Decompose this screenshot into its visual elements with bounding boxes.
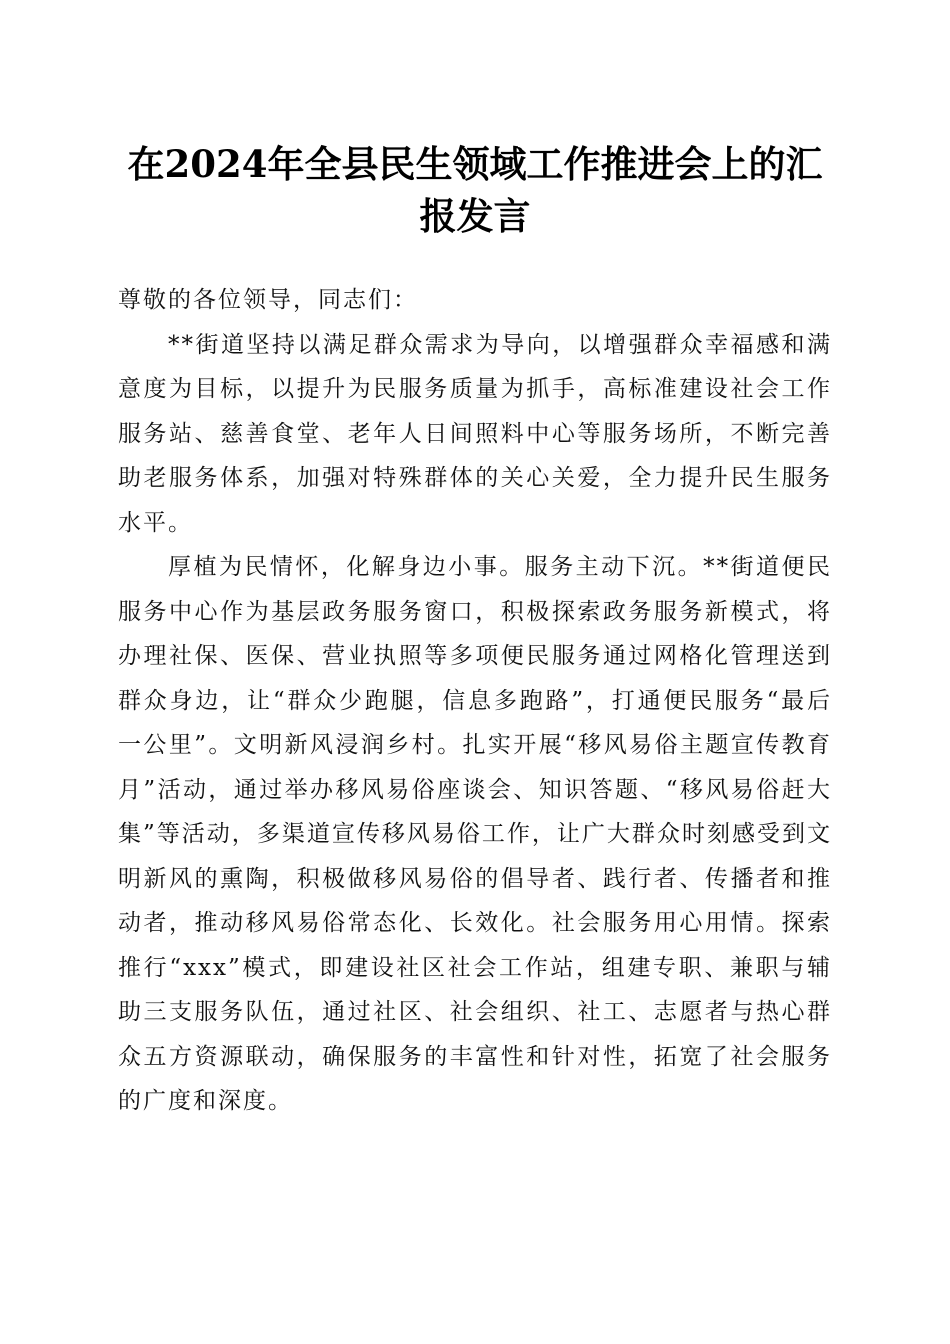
- document-body: [118, 278, 832, 1124]
- salutation: 尊敬的各位领导，同志们：: [118, 287, 418, 313]
- document-title: 在2024年全县民生领域工作推进会上的汇报发言: [127, 142, 823, 238]
- paragraph-1: **街道坚持以满足群众需求为导向，以增强群众幸福感和满意度为目标，以提升为民服务质量为抓手，高标准建设社会工作服务站、慈善食堂、老年人日间照料中心等服务场所，不断完善助老服务体系，加强对特殊群体的关心关爱，全力提升民生服务水平。: [118, 331, 832, 536]
- paragraph-2: 厚植为民情怀，化解身边小事。服务主动下沉。**街道便民服务中心作为基层政务服务窗口，积极探索政务服务新模式，将办理社保、医保、营业执照等多项便民服务通过网格化管理送到群众身边，让“群众少跑腿，信息多跑路”，打通便民服务“最后一公里”。文明新风浸润乡村。扎实开展“移风易俗主题宣传教育月”活动，通过举办移风易俗座谈会、知识答题、“移风易俗赶大集”等活动，多渠道宣传移风易俗工作，让广大群众时刻感受到文明新风的熏陶，积极做移风易俗的倡导者、践行者、传播者和推动者，推动移风易俗常态化、长效化。社会服务用心用情。探索推行“xxx”模式，即建设社区社会工作站，组建专职、兼职与辅助三支服务队伍，通过社区、社会组织、社工、志愿者与热心群众五方资源联动，确保服务的丰富性和针对性，拓宽了社会服务的广度和深度。: [118, 554, 832, 1114]
